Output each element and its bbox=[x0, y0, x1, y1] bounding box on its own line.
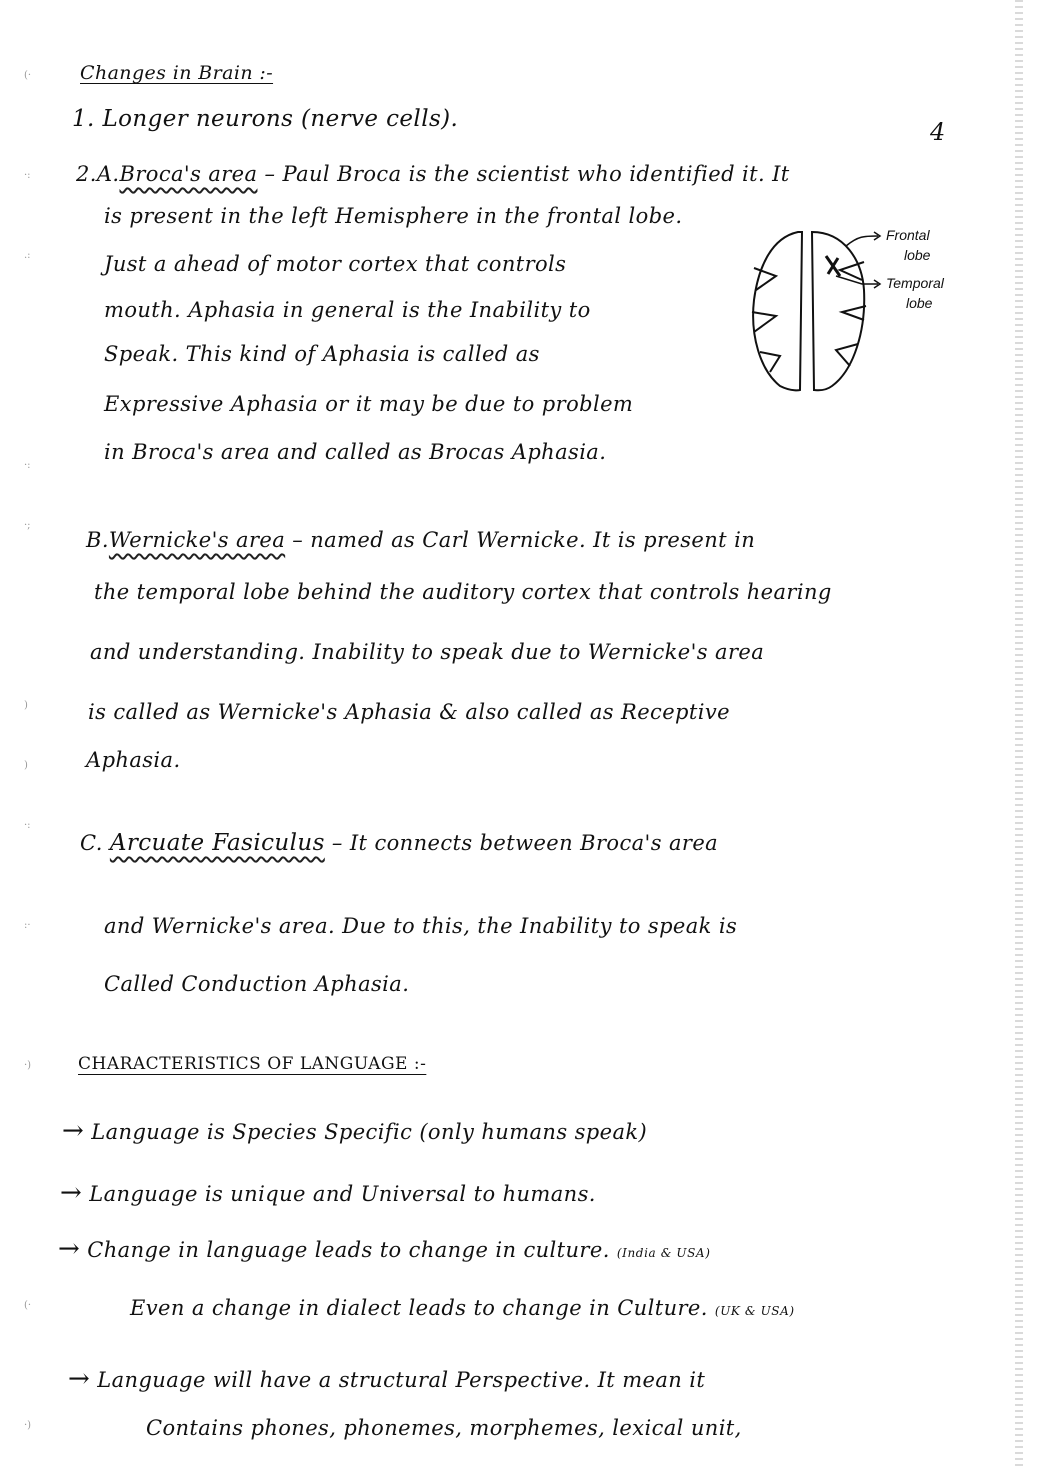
term-broca-area: Broca's area bbox=[119, 162, 258, 186]
item-letter: A. bbox=[96, 162, 120, 186]
section-title-changes-in-brain: Changes in Brain :- bbox=[80, 62, 274, 84]
item-number: 2. bbox=[76, 162, 97, 186]
arrow-icon: → bbox=[60, 1178, 83, 1208]
item-longer-neurons: 1. Longer neurons (nerve cells). bbox=[72, 106, 459, 132]
point-structural-continued: Contains phones, phonemes, morphemes, lexical unit, bbox=[146, 1416, 742, 1440]
broca-line-3: mouth. Aphasia in general is the Inability to bbox=[104, 298, 591, 322]
point-text: Language is unique and Universal to humans. bbox=[89, 1182, 596, 1206]
label-temporal-1: Temporal bbox=[886, 275, 944, 291]
point-note: (India & USA) bbox=[616, 1246, 711, 1260]
wernicke-line-1: the temporal lobe behind the auditory cortex that controls hearing bbox=[94, 580, 832, 604]
wernicke-line-4: Aphasia. bbox=[86, 748, 181, 772]
term-wernicke-area: Wernicke's area bbox=[108, 528, 286, 552]
label-temporal-2: lobe bbox=[906, 295, 933, 311]
point-species-specific bbox=[62, 1116, 647, 1146]
item-letter: C. bbox=[80, 831, 103, 855]
brain-right-hemisphere bbox=[812, 232, 864, 390]
corner-mark: 4 bbox=[930, 118, 946, 146]
brain-diagram bbox=[740, 220, 1000, 400]
scan-edge-left: (· ·: .: ·: ·; ) ) ·: :· ·) (· ·) bbox=[24, 70, 32, 1431]
arcuate-line-0: – It connects between Broca's area bbox=[331, 831, 719, 855]
item-arcuate-header bbox=[80, 830, 718, 856]
point-text: Language will have a structural Perspective. It mean it bbox=[97, 1368, 706, 1392]
point-text: Language is Species Specific (only humans speak) bbox=[91, 1120, 648, 1144]
broca-line-0: – Paul Broca is the scientist who identified it. It bbox=[264, 162, 790, 186]
broca-line-2: Just a ahead of motor cortex that controls bbox=[104, 252, 567, 276]
pointer-frontal bbox=[846, 236, 878, 246]
arcuate-line-2: Called Conduction Aphasia. bbox=[104, 972, 410, 996]
point-note: (UK & USA) bbox=[714, 1304, 795, 1318]
point-dialect-culture bbox=[130, 1296, 795, 1320]
point-unique-universal bbox=[60, 1178, 596, 1208]
item-letter: B. bbox=[86, 528, 109, 552]
point-text: Even a change in dialect leads to change in Culture. bbox=[130, 1296, 708, 1320]
wernicke-line-2: and understanding. Inability to speak due to Wernicke's area bbox=[90, 640, 765, 664]
arcuate-line-1: and Wernicke's area. Due to this, the Inability to speak is bbox=[104, 914, 738, 938]
term-arcuate-fasiculus: Arcuate Fasiculus bbox=[109, 830, 325, 856]
broca-mark bbox=[826, 256, 840, 276]
label-frontal-1: Frontal bbox=[886, 227, 930, 243]
point-structural-perspective bbox=[68, 1364, 705, 1394]
wernicke-line-0: – named as Carl Wernicke. It is present in bbox=[292, 528, 756, 552]
scan-edge-right bbox=[1015, 0, 1023, 1466]
section-title-characteristics: CHARACTERISTICS OF LANGUAGE :- bbox=[78, 1054, 427, 1074]
label-frontal-2: lobe bbox=[904, 247, 931, 263]
broca-line-1: is present in the left Hemisphere in the frontal lobe. bbox=[104, 204, 683, 228]
brain-left-hemisphere bbox=[753, 232, 802, 390]
point-text: Change in language leads to change in culture. bbox=[87, 1238, 610, 1262]
arrow-icon: → bbox=[68, 1364, 91, 1394]
arrow-icon: → bbox=[62, 1116, 85, 1146]
item-broca-header bbox=[76, 162, 790, 186]
broca-line-5: Expressive Aphasia or it may be due to problem bbox=[104, 392, 634, 416]
arrow-icon: → bbox=[58, 1234, 81, 1264]
broca-line-4: Speak. This kind of Aphasia is called as bbox=[104, 342, 540, 366]
item-wernicke-header bbox=[86, 528, 755, 552]
wernicke-line-3: is called as Wernicke's Aphasia & also called as Receptive bbox=[88, 700, 730, 724]
point-change-culture bbox=[58, 1234, 710, 1264]
broca-line-6: in Broca's area and called as Brocas Aphasia. bbox=[104, 440, 607, 464]
